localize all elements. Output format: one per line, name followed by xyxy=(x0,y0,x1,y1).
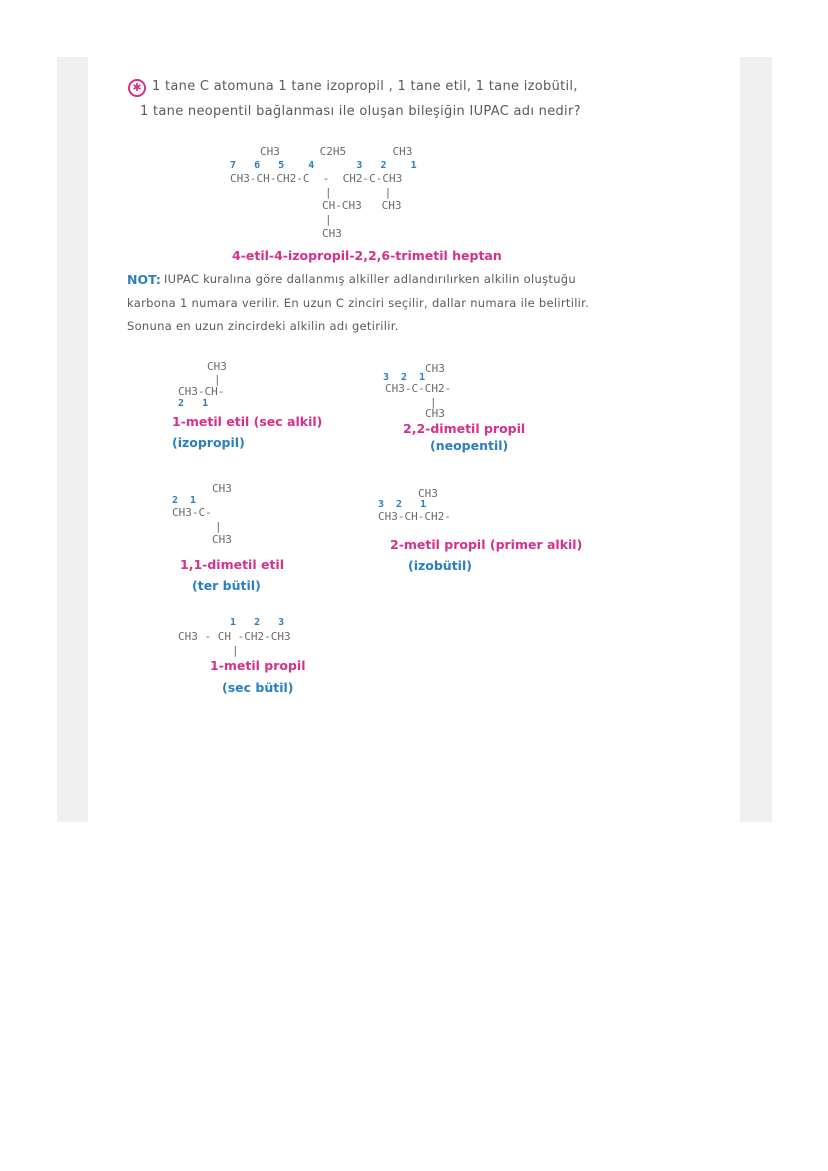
group-top: CH3 xyxy=(207,360,227,373)
note-label: NOT: xyxy=(127,272,161,287)
formula-bond-2: | xyxy=(325,213,332,226)
group-common-name: (sec bütil) xyxy=(222,680,294,695)
group-numbers: 3 2 1 xyxy=(383,372,426,383)
bond: | xyxy=(214,373,221,386)
group-name: 2-metil propil (primer alkil) xyxy=(390,537,583,552)
group-chain: CH3 - CH -CH2-CH3 xyxy=(178,630,291,643)
group-top: CH3 xyxy=(418,487,438,500)
group-chain: CH3-C-CH2- xyxy=(385,382,452,395)
group-name: 2,2-dimetil propil xyxy=(403,421,526,436)
answer-iupac-name: 4-etil-4-izopropil-2,2,6-trimetil heptan xyxy=(232,248,502,263)
asterisk-icon: ✱ xyxy=(128,79,146,97)
question-line-2: 1 tane neopentil bağlanması ile oluşan bileşiğin IUPAC adı nedir? xyxy=(140,104,581,119)
bond: | xyxy=(430,396,437,409)
group-common-name: (izobütil) xyxy=(408,558,472,573)
formula-bottom: CH3 xyxy=(322,227,342,240)
group-numbers: 2 1 xyxy=(178,398,209,409)
question-line-1: 1 tane C atomuna 1 tane izopropil , 1 tane etil, 1 tane izobütil, xyxy=(152,79,578,94)
group-name: 1,1-dimetil etil xyxy=(180,557,284,572)
formula-main-chain: CH3-CH-CH2-C - CH2-C-CH3 xyxy=(230,172,403,185)
formula-carbon-numbers: 7 6 5 4 3 2 1 xyxy=(230,160,417,171)
formula-bonds: | | xyxy=(325,186,392,199)
group-common-name: (izopropil) xyxy=(172,435,245,450)
group-numbers: 2 1 xyxy=(172,495,197,506)
group-bottom: CH3 xyxy=(425,407,445,420)
group-name: 1-metil etil (sec alkil) xyxy=(172,414,323,429)
note-line-2: karbona 1 numara verilir. En uzun C zinciri seçilir, dallar numara ile belirtilir. xyxy=(127,296,590,310)
formula-top-substituents: CH3 C2H5 CH3 xyxy=(260,145,413,158)
group-numbers: 3 2 1 xyxy=(378,499,427,510)
bond: | xyxy=(215,520,222,533)
group-common-name: (neopentil) xyxy=(430,438,509,453)
group-name: 1-metil propil xyxy=(210,658,306,673)
group-top: CH3 xyxy=(212,482,232,495)
bond: | xyxy=(232,644,239,657)
note-line-1: IUPAC kuralına göre dallanmış alkiller adlandırılırken alkilin oluştuğu xyxy=(160,272,576,286)
group-chain: CH3-C- xyxy=(172,506,212,519)
group-common-name: (ter bütil) xyxy=(192,578,261,593)
group-bottom: CH3 xyxy=(212,533,232,546)
formula-branch-row: CH-CH3 CH3 xyxy=(322,199,402,212)
group-numbers: 1 2 3 xyxy=(230,617,285,628)
group-chain: CH3-CH-CH2- xyxy=(378,510,451,523)
group-top: CH3 xyxy=(425,362,445,375)
note-line-3: Sonuna en uzun zincirdeki alkilin adı getirilir. xyxy=(127,319,399,333)
group-chain: CH3-CH- xyxy=(178,385,225,398)
